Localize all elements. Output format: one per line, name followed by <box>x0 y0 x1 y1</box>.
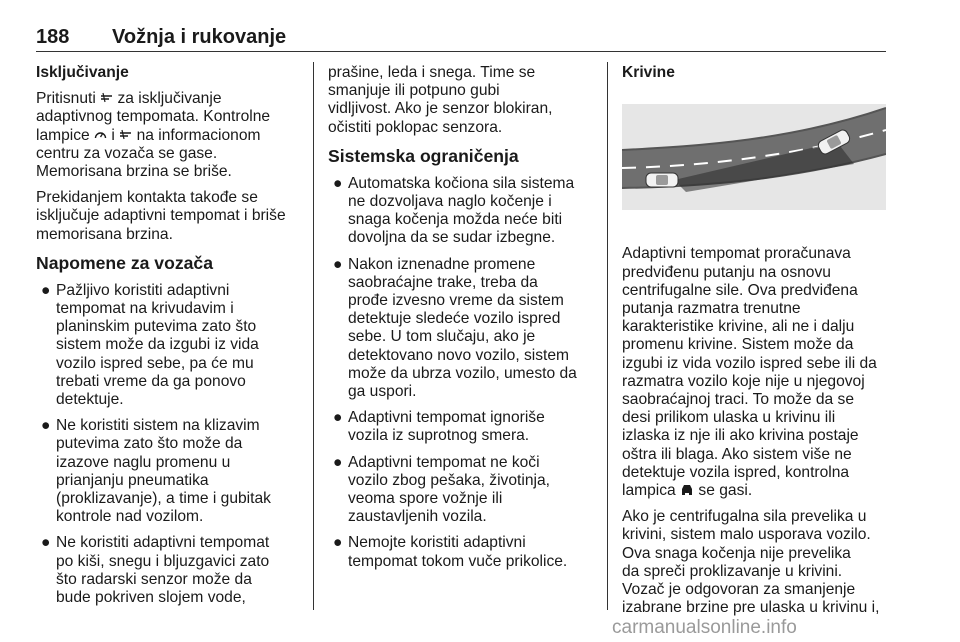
paragraph: Ako je centrifugalna sila prevelika u krivini, sistem malo usporava vozilo. Ova snaga kočenja nije prevelika da spreči proklizavanje u krivini. Vozač je odgovoran za smanjenje izabrane brzine pre ulaska u krivinu i, <box>622 508 880 617</box>
bullet-list <box>328 175 594 571</box>
header-divider <box>36 51 886 52</box>
paragraph: Prekidanjem kontakta takođe se isključuje adaptivni tempomat i briše memorisana brzina. <box>36 189 286 243</box>
list-item: ● Pažljivo koristiti adaptivni tempomat na krivudavim i planinskim putevima zato što sistem može da izgubi iz vida vozilo ispred sebe, pa će mu trebati vreme da ga ponovo detektuje. <box>41 281 259 409</box>
speedometer-icon <box>94 129 107 140</box>
list-item: ● Nemojte koristiti adaptivni tempomat tokom vuče prikolice. <box>333 534 568 570</box>
bullet-icon: ● <box>333 409 343 427</box>
bullet-icon: ● <box>333 534 343 552</box>
column-divider-2 <box>607 62 608 610</box>
section-heading-krivine: Krivine <box>622 64 675 81</box>
section-heading-sistemska-ogranicenja: Sistemska ograničenja <box>328 145 519 166</box>
page-header <box>36 26 886 52</box>
bullet-icon: ● <box>41 534 51 552</box>
list-item: ● Ne koristiti adaptivni tempomat po kiši, snegu i bljuzgavici zato što radarski senzor može da bude pokriven slojem vode, <box>41 534 270 607</box>
cruise-control-icon <box>100 92 113 103</box>
paragraph: prašine, leda i snega. Time se smanjuje ili potpuno gubi vidljivost. Ako je senzor blokiran, očistiti poklopac senzora. <box>328 64 553 136</box>
paragraph: Pritisnuti za isključivanje adaptivnog tempomata. Kontrolne lampice i na informacionom centru za vozača se gase. Memorisana brzina se briše. <box>36 90 271 181</box>
list-item: ● Adaptivni tempomat ignoriše vozila iz suprotnog smera. <box>333 409 545 445</box>
bullet-icon: ● <box>333 453 343 471</box>
vehicle-ahead-icon <box>680 484 694 495</box>
cruise-control-icon <box>119 129 132 140</box>
list-item: ● Ne koristiti sistem na klizavim putevima zato što može da izazove naglu promenu u prianjanju pneumatika (proklizavanje), a time i gubitak kontrole nad vozilom. <box>41 417 271 526</box>
section-heading-iskljucivanje: Isključivanje <box>36 64 129 81</box>
bullet-list <box>36 282 298 607</box>
watermark: carmanualsonline.info <box>612 617 797 638</box>
list-item: ● Nakon iznenadne promene saobraćajne trake, treba da prođe izvesno vreme da sistem detektuje sledeće vozilo ispred sebe. U tom slučaju, ako je detektovano novo vozilo, sistem može da ubrza vozilo, umesto da ga uspori. <box>333 255 577 401</box>
list-item: ● Automatska kočiona sila sistema ne dozvoljava naglo kočenje i snaga kočenja možda neće biti dovoljna da se sudar izbegne. <box>333 174 575 247</box>
bullet-icon: ● <box>41 281 51 299</box>
page-number: 188 <box>36 26 70 48</box>
column-2 <box>328 64 594 579</box>
section-heading-napomene: Napomene za vozača <box>36 252 213 273</box>
paragraph: Adaptivni tempomat proračunava predviđenu putanju na osnovu centrifugalne sile. Ova predviđena putanja razmatra trenutne karakteristike krivine, ali ne i dalju promenu krivine. Sistem može da izgubi iz vida vozilo ispred sebe ili da razmatra vozilo koje nije u njegovoj saobraćajnoj traci. To može da se desi prilikom ulaska u krivinu ili izlaska iz nje ili ako krivina postaje oštra ili blaga. Ako sistem više ne detektuje vozila ispred, kontrolna lampica se gasi. <box>622 245 877 500</box>
bullet-icon: ● <box>41 417 51 435</box>
page-title: Vožnja i rukovanje <box>112 26 287 48</box>
column-3 <box>622 64 888 625</box>
column-divider-1 <box>313 62 314 610</box>
column-1 <box>36 64 298 615</box>
list-item: ● Adaptivni tempomat ne koči vozilo zbog pešaka, životinja, veoma spore vožnje ili zaustavljenih vozila. <box>333 453 550 526</box>
bullet-icon: ● <box>333 255 343 273</box>
curve-illustration <box>622 104 886 210</box>
bullet-icon: ● <box>333 174 343 192</box>
